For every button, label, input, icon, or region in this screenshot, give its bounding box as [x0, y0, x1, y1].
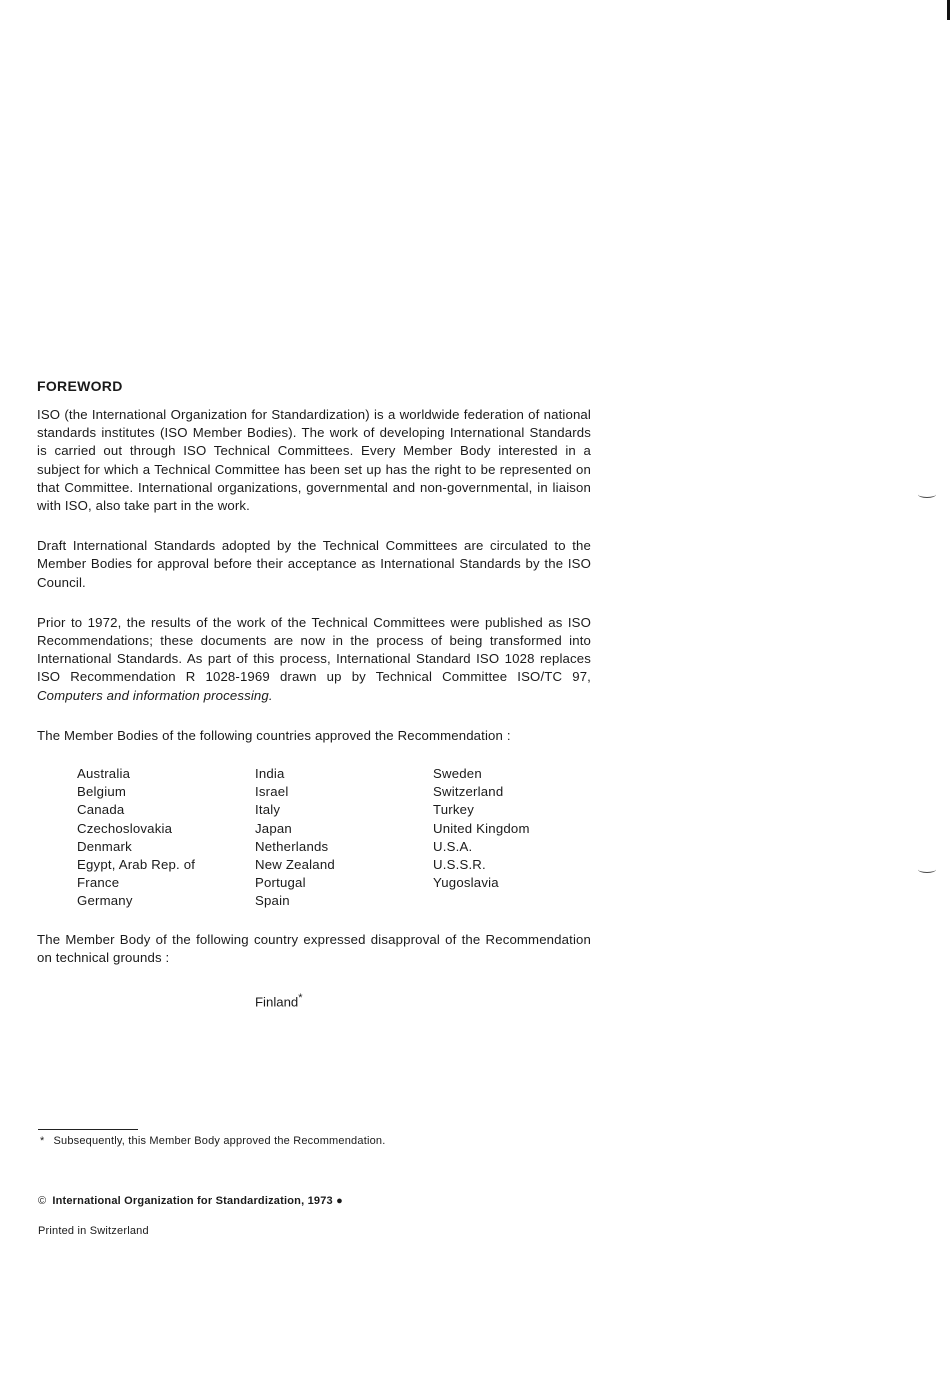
copyright-text: International Organization for Standardization, 1973: [52, 1195, 333, 1207]
footnote-marker: *: [298, 992, 303, 1005]
approval-intro: The Member Bodies of the following countries approved the Recommendation :: [37, 727, 511, 743]
country-item: Turkey: [433, 802, 475, 818]
country-item: Egypt, Arab Rep. of: [77, 857, 196, 873]
country-item: Australia: [77, 766, 131, 782]
country-item: Italy: [255, 802, 281, 818]
margin-tick-mark: [918, 866, 936, 873]
disapproving-country: [37, 989, 591, 1012]
printed-in-line: Printed in Switzerland: [38, 1225, 149, 1237]
disapproval-intro: The Member Body of the following country expressed disapproval of the Recommendation on technical grounds :: [37, 931, 591, 965]
country-item: Spain: [255, 893, 290, 909]
paragraph-history-text: Prior to 1972, the results of the work of the Technical Committees were published as ISO Recommendations; these documents are now in the process of being transformed into International Standards. As part of this process, International Standard ISO 1028 replaces ISO Recommendation R 1028-1969 drawn up by Technical Committee ISO/TC 97,: [37, 614, 591, 685]
disapproving-country-name: Finland: [255, 994, 299, 1010]
country-item: Japan: [255, 820, 292, 836]
country-item: Switzerland: [433, 784, 504, 800]
country-item: Israel: [255, 784, 289, 800]
footnote-star: *: [40, 1135, 45, 1147]
foreword-heading: FOREWORD: [37, 378, 123, 394]
country-item: Belgium: [77, 784, 127, 800]
footnote-text: Subsequently, this Member Body approved the Recommendation.: [53, 1135, 386, 1147]
copyright-line: [38, 1195, 343, 1207]
country-item: Portugal: [255, 875, 306, 891]
bullet-icon: ●: [336, 1195, 343, 1207]
footnote: [40, 1135, 385, 1147]
country-item: Czechoslovakia: [77, 820, 173, 836]
country-item: France: [77, 875, 120, 891]
country-item: Sweden: [433, 766, 482, 782]
paragraph-history: [37, 614, 591, 705]
country-item: India: [255, 766, 285, 782]
country-item: Germany: [77, 893, 133, 909]
paragraph-iso-intro: ISO (the International Organization for Standardization) is a worldwide federation of national standards institutes (ISO Member Bodies). The work of developing International Standards is carried out through ISO Technical Committees. Every Member Body interested in a subject for which a Technical Committee has been set up has the right to be represented on that Committee. International organizations, governmental and non-governmental, in liaison with ISO, also take part in the work.: [37, 407, 591, 514]
country-item: New Zealand: [255, 857, 335, 873]
paragraph-draft-standards: Draft International Standards adopted by the Technical Committees are circulated to the Member Bodies for approval before their acceptance as International Standards by the ISO Council.: [37, 538, 591, 590]
committee-title: Computers and information processing.: [37, 687, 273, 703]
country-item: United Kingdom: [433, 820, 530, 836]
margin-tick-mark: [918, 491, 936, 498]
country-item: Yugoslavia: [433, 875, 499, 891]
country-item: U.S.S.R.: [433, 857, 486, 873]
country-item: U.S.A.: [433, 838, 473, 854]
footnote-rule: [38, 1129, 138, 1130]
countries-column-2: [255, 765, 433, 911]
country-item: Netherlands: [255, 838, 329, 854]
copyright-symbol: ©: [38, 1195, 47, 1207]
countries-column-1: [77, 765, 255, 911]
approving-countries-list: [37, 765, 591, 911]
country-item: Denmark: [77, 838, 132, 854]
country-item: Canada: [77, 802, 125, 818]
foreword-section: [37, 378, 591, 1012]
countries-column-3: [433, 765, 611, 911]
